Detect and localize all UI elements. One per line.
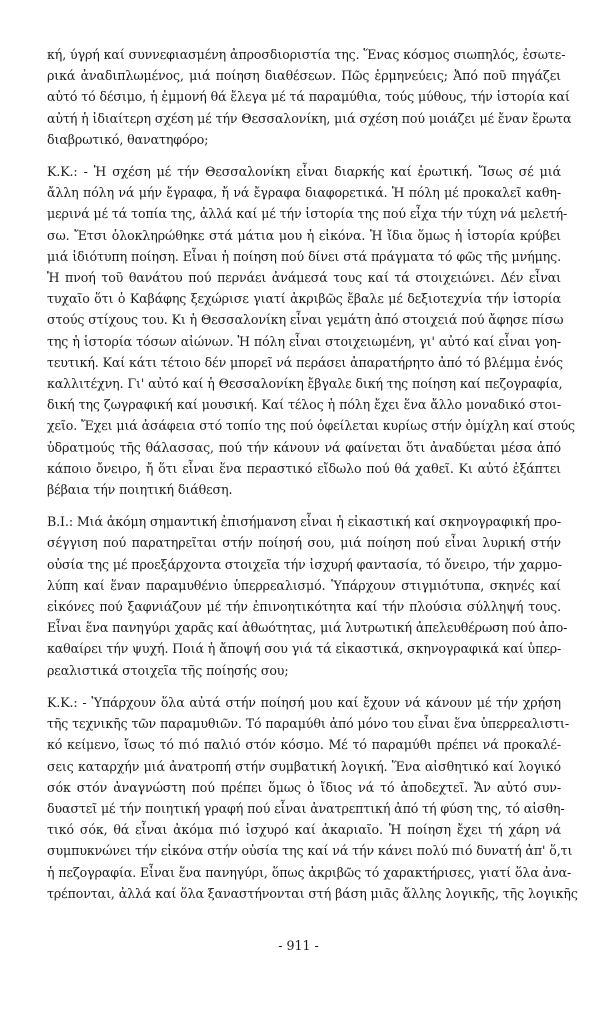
text-line: τυχαῖο ὅτι ὁ Καβάφης ξεχώρισε γιατί ἀκριβῶς ἔβαλε μέ δεξιοτεχνία τήν ἱστορία [47, 291, 561, 307]
text-line: ρικά ἀναδιπλωμένος, μιά ποίηση διαθέσεων. Πῶς ἑρμηνεύεις; Ἀπό ποῦ πηγάζει [47, 68, 561, 84]
text-line: δυαστεῖ μέ τήν ποιητική γραφή πού εἶναι ἀνατρεπτική ἀπό τή φύση της, τό αἰσθη- [47, 800, 565, 816]
paragraph-question-1 [47, 44, 572, 150]
text-line: ὑδρατμούς τῆς θάλασσας, πού τήν κάνουν νά φαίνεται ὅτι ἀναδύεται μέσα ἀπό [47, 439, 561, 455]
text-line: βέβαια τήν ποιητική διάθεση. [47, 482, 233, 498]
paragraph-question-2 [47, 511, 568, 681]
text-line: ἄλλη πόλη νά μήν ἔγραφα, ἤ νά ἔγραφα διαφορετικά. Ἡ πόλη μέ προκαλεῖ καθη- [47, 185, 561, 201]
text-line: λύπη καί ἕναν παραμυθένιο ὑπερρεαλισμό. Ὑπάρχουν στιγμιότυπα, σκηνές καί [47, 577, 561, 593]
text-line: τῆς τεχνικῆς τῶν παραμυθιῶν. Τό παραμύθι ἀπό μόνο του εἶναι ἕνα ὑπερρεαλιστι- [47, 716, 570, 732]
text-line: ρεαλιστικά στοιχεῖα τῆς ποίησής σου; [47, 662, 289, 678]
text-line: κό κείμενο, ἴσως τό πιό παλιό στόν κόσμο. Μέ τό παραμύθι πρέπει νά προκαλέ- [47, 737, 561, 753]
paragraph-answer-2 [47, 692, 578, 904]
text-line: κή, ύγρή καί συννεφιασμένη ἀπροσδιοριστία της. Ἕνας κόσμος σιωπηλός, ἐσωτε- [47, 47, 566, 62]
text-line: σέγγιση πού παρατηρεῖται στήν ποίησή σου, μιά ποίηση πού εἶναι λυρική στήν [47, 535, 561, 551]
text-line: εἰκόνες πού ξαφνιάζουν μέ τήν ἐπινοητικότητα καί τήν πλούσια σύλληψή τους. [47, 599, 561, 615]
text-line: της ἡ ἱστορία τόσων αἰώνων. Ἡ πόλη εἶναι στοιχειωμένη, γι' αὐτό καί εἶναι γοη- [47, 333, 561, 349]
text-line: μιά ἰδιότυπη ποίηση. Εἶναι ἡ ποίηση πού δίνει στά πράγματα τό φῶς τῆς μνήμης. [47, 248, 561, 264]
text-line: καθαίρει τήν ψυχή. Ποιά ἡ ἄποψή σου γιά τά εἰκαστικά, σκηνογραφικά καί ὑπερ- [47, 641, 562, 657]
text-line: τευτική. Καί κάτι τέτοιο δέν μπορεῖ νά περάσει ἀπαρατήρητο ἀπό τό βλέμμα ἑνός [47, 354, 563, 370]
text-line: αὐτό τό δέσιμο, ἡ ἐμμονή θά ἔλεγα μέ τά παραμύθια, τούς μύθους, τήν ἱστορία καί [47, 89, 570, 105]
text-line: καλλιτέχνη. Γι' αὐτό καί ἡ Θεσσαλονίκη ἔβγαλε δική της ποίηση καί πεζογραφία, [47, 376, 563, 392]
text-line: Ἡ πνοή τοῦ θανάτου πού περνάει ἀνάμεσά τους καί τά στοιχειώνει. Δέν εἶναι [47, 270, 561, 286]
text-line: κάποιο ὄνειρο, ἤ ὅτι εἶναι ἕνα περαστικό εἴδωλο πού θά χαθεῖ. Κι αὐτό ἐξάπτει [47, 460, 561, 476]
text-line: ἡ πεζογραφία. Εἶναι ἕνα πανηγύρι, ὅπως ἀκριβῶς τό χαρακτήρισες, γιατί ὅλα ἀνα- [47, 864, 572, 880]
text-line: χεῖο. Ἔχει μιά ἀσάφεια στό τοπίο της πού ὀφείλεται κυρίως στήν ὁμίχλη καί στούς [47, 418, 575, 434]
text-line: τρέπονται, ἀλλά καί ὅλα ξαναστήνονται στή βάση μιᾶς ἄλλης λογικῆς, τῆς λογικῆς [47, 885, 578, 901]
text-line: συμπυκνώνει τήν εἰκόνα στήν οὐσία της καί νά τήν κάνει πολύ πιό δυνατή ἀπ' ὅ,τι [47, 843, 573, 859]
text-line: Κ.Κ.: - Ἡ σχέση μέ τήν Θεσσαλονίκη εἶναι διαρκής καί ἐρωτική. Ἴσως σέ μιά [47, 164, 561, 180]
text-line: σω. Ἔτσι ὁλοκληρώθηκε στά μάτια μου ἡ εἰκόνα. Ἡ ἴδια ὅμως ἡ ἱστορία κρύβει [47, 227, 561, 243]
page-body [47, 44, 578, 915]
paragraph-answer-1 [47, 161, 575, 500]
text-line: δική της ζωγραφική καί μουσική. Καί τέλος ἡ πόλη ἔχει ἕνα ἄλλο μοναδικό στοι- [47, 397, 561, 413]
page-number: - 911 - [278, 938, 319, 953]
text-line: μερινά μέ τά τοπία της, ἀλλά καί μέ τήν ἱστορία της πού εἶχα τήν τύχη νά μελετή- [47, 206, 568, 222]
text-line: Κ.Κ.: - Ὑπάρχουν ὅλα αὐτά στήν ποίησή μου καί ἔχουν νά κάνουν μέ τήν χρήση [47, 694, 561, 710]
text-line: στούς στίχους του. Κι ἡ Θεσσαλονίκη εἶναι γεμάτη ἀπό στοιχειά πού ἄφησε πίσω [47, 312, 564, 328]
text-line: σεις καταρχήν μιά ἀνατροπή στήν συμβατική λογική. Ἕνα αἰσθητικό καί λογικό [47, 758, 561, 774]
text-line: διαβρωτικό, θανατηφόρο; [47, 131, 209, 147]
text-line: αὐτή ἡ ἰδιαίτερη σχέση μέ τήν Θεσσαλονίκη, μιά σχέση πού μοιάζει μέ ἔναν ἔρωτα [47, 110, 572, 126]
text-line: οὐσία της μέ προεξάρχοντα στοιχεῖα τήν ἰσχυρή φαντασία, τό ὄνειρο, τήν χαρμο- [47, 556, 562, 572]
text-line: τικό σόκ, θά εἶναι ἀκόμα πιό ἰσχυρό καί ἀκαριαῖο. Ἡ ποίηση ἔχει τή χάρη νά [47, 822, 561, 838]
text-line: σόκ στόν ἀναγνώστη πού πρέπει ὅμως ὁ ἴδιος νά τό ἀποδεχτεῖ. Ἄν αὐτό συν- [47, 779, 561, 795]
text-line: Β.Ι.: Μιά ἀκόμη σημαντική ἐπισήμανση εἶναι ἡ εἰκαστική καί σκηνογραφική προ- [47, 514, 561, 530]
text-line: Εἶναι ἕνα πανηγύρι χαρᾶς καί ἀθωότητας, μιά λυτρωτική ἀπελευθέρωση πού ἀπο- [47, 620, 568, 636]
